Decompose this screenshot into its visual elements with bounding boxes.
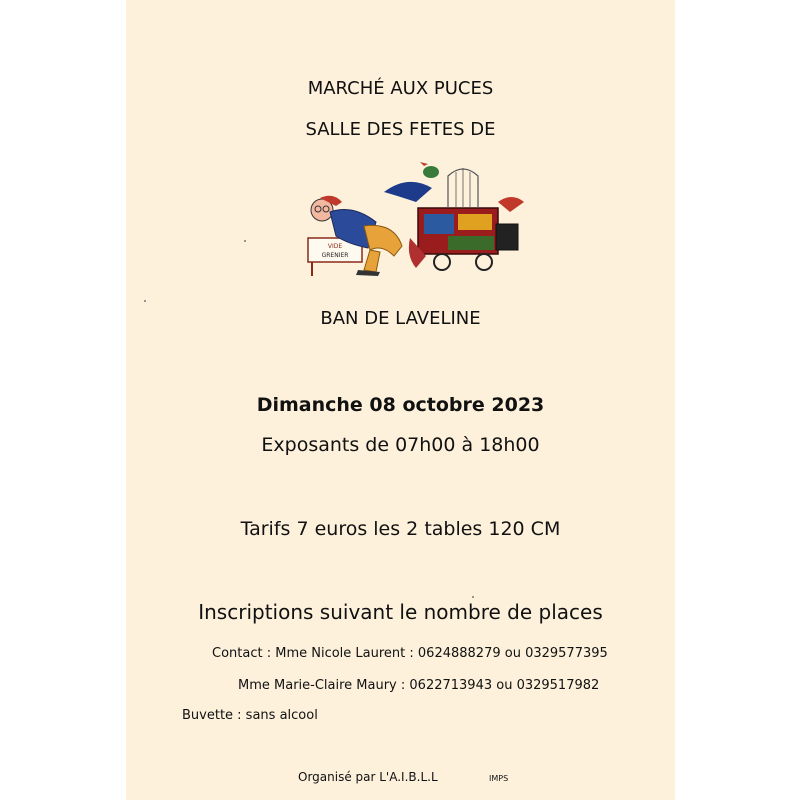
refreshments-note: Buvette : sans alcool [182,708,318,723]
flyer-page [126,0,675,800]
venue-town: BAN DE LAVELINE [320,308,481,329]
venue-line: SALLE DES FETES DE [305,119,496,140]
registration-note: Inscriptions suivant le nombre de places [198,600,603,624]
event-date: Dimanche 08 octobre 2023 [256,394,545,416]
paper-speck [144,300,146,302]
flea-market-illustration [298,152,538,284]
organiser-line: Organisé par L'A.I.B.L.L [298,770,438,784]
contact-line-2: Mme Marie-Claire Maury : 0622713943 ou 0329517982 [238,678,600,693]
contact-line-1: Contact : Mme Nicole Laurent : 0624888279 ou 0329577395 [212,646,608,661]
event-title: MARCHÉ AUX PUCES [307,78,494,99]
paper-speck [472,596,474,598]
exhibitor-hours: Exposants de 07h00 à 18h00 [261,434,540,456]
paper-speck [244,240,246,242]
svg-text:VIDE: VIDE [327,243,343,250]
pricing: Tarifs 7 euros les 2 tables 120 CM [240,518,561,540]
svg-text:GRENIER: GRENIER [321,252,349,259]
printer-mark: IMPS [489,774,509,783]
